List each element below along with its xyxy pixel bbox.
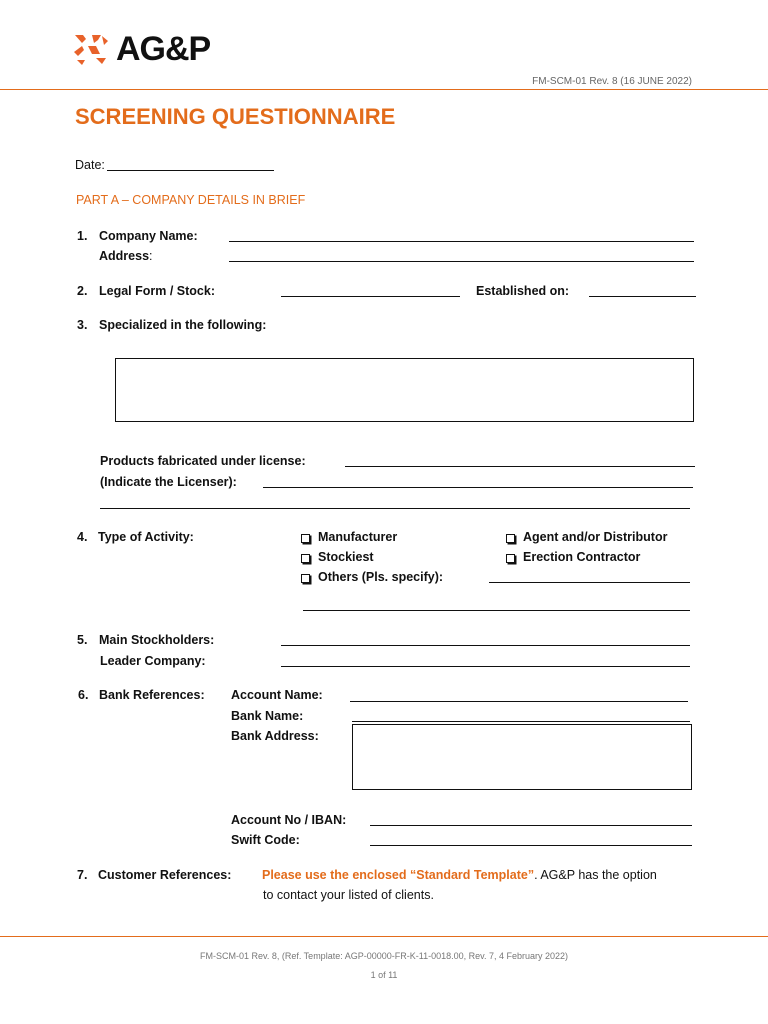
q6-number: 6. [78,688,89,702]
specialized-label: Specialized in the following: [99,318,267,332]
option-others-label: Others (Pls. specify): [318,570,444,584]
bank-references-label: Bank References: [99,688,205,702]
address-label-text: Address [99,249,150,263]
account-no-label: Account No / IBAN: [231,813,347,827]
company-name-label: Company Name: [99,229,198,243]
part-a-heading: PART A – COMPANY DETAILS IN BRIEF [76,193,306,207]
q5-number: 5. [77,633,88,647]
option-stockiest-label: Stockiest [318,550,374,564]
option-manufacturer-label: Manufacturer [318,530,398,544]
option-erection-contractor-label: Erection Contractor [523,550,641,564]
q7-number: 7. [77,868,88,882]
checkbox-manufacturer[interactable] [301,534,310,543]
licenser-label: (Indicate the Licenser): [100,475,237,489]
footer-reference: FM-SCM-01 Rev. 8, (Ref. Template: AGP-00000-FR-K-11-0018.00, Rev. 7, 4 February 2022) [200,951,568,961]
q3-number: 3. [77,318,88,332]
q1-number: 1. [77,229,88,243]
bank-name-label: Bank Name: [231,709,304,723]
established-field[interactable] [589,296,696,297]
customer-references-label: Customer References: [98,868,232,882]
bank-address-box[interactable] [352,724,692,790]
date-field[interactable] [107,170,274,171]
footer-rule [0,936,768,937]
agp-logo [72,30,242,70]
note-continued: . AG&P has the option [534,868,657,882]
header-rule [0,89,768,90]
bank-name-field[interactable] [352,721,690,722]
stockholders-field[interactable] [281,645,690,646]
page-title: SCREENING QUESTIONNAIRE [75,104,396,129]
checkbox-others[interactable] [301,574,310,583]
standard-template-note: Please use the enclosed “Standard Template” [262,868,535,882]
licenser-field[interactable] [263,487,693,488]
page-number: 1 of 11 [370,970,398,980]
option-agent-distributor-label: Agent and/or Distributor [523,530,668,544]
activity-type-label: Type of Activity: [98,530,194,544]
address-field[interactable] [229,261,694,262]
address-label [99,249,153,263]
others-specify-field[interactable] [489,582,690,583]
logo-text: AG&P [116,30,211,68]
q4-number: 4. [77,530,88,544]
products-license-label: Products fabricated under license: [100,454,306,468]
logo-arrows-icon [72,32,112,66]
leader-company-label: Leader Company: [100,654,206,668]
checkbox-stockiest[interactable] [301,554,310,563]
specialized-box[interactable] [115,358,694,422]
leader-company-field[interactable] [281,666,690,667]
bank-address-label: Bank Address: [231,729,319,743]
customer-references-note [262,868,657,882]
q2-number: 2. [77,284,88,298]
account-name-label: Account Name: [231,688,323,702]
account-no-field[interactable] [370,825,692,826]
doc-reference: FM-SCM-01 Rev. 8 (16 JUNE 2022) [532,76,692,87]
date-label: Date: [75,158,105,172]
checkbox-agent-distributor[interactable] [506,534,515,543]
legal-form-field[interactable] [281,296,460,297]
account-name-field[interactable] [350,701,688,702]
legal-form-label: Legal Form / Stock: [99,284,215,298]
licenser-field-extra[interactable] [100,508,690,509]
stockholders-label: Main Stockholders: [99,633,215,647]
customer-references-note-line2: to contact your listed of clients. [263,888,434,902]
company-name-field[interactable] [229,241,694,242]
checkbox-erection-contractor[interactable] [506,554,515,563]
others-specify-field-extra[interactable] [303,610,690,611]
address-colon: : [149,249,153,263]
established-label: Established on: [476,284,570,298]
swift-code-label: Swift Code: [231,833,300,847]
products-license-field[interactable] [345,466,695,467]
swift-code-field[interactable] [370,845,692,846]
